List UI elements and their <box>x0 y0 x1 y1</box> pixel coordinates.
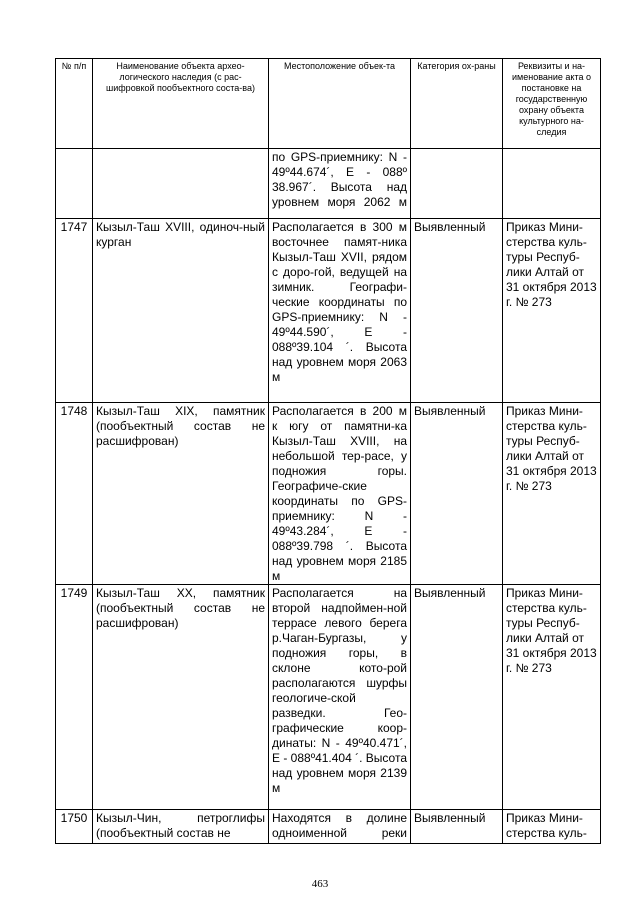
header-act: Реквизиты и на-именование акта о постановке на государственную охрану объекта культурного на-следия <box>503 59 601 149</box>
row-act: Приказ Мини-стерства куль-туры Респуб-лики Алтай от 31 октября 2013 г. № 273 <box>503 403 601 585</box>
row-act: Приказ Мини-стерства куль-туры Респуб-лики Алтай от 31 октября 2013 г. № 273 <box>503 219 601 403</box>
row-num: 1750 <box>56 810 93 844</box>
table-row <box>56 219 601 403</box>
row-num: 1749 <box>56 585 93 810</box>
table-row <box>56 149 601 219</box>
header-table <box>55 58 601 149</box>
row-act: Приказ Мини-стерства куль- <box>503 810 601 844</box>
row-location: Располагается на второй надпоймен-ной террасе левого берега р.Чаган-Бургазы, у подножия горы, в склоне кото-рой располагаются шурфы геологиче-ской разведки. Гео-графические коор-динаты: N - 49º40.471´, E - 088º41.404 ´. Высота над уровнем моря 2139 м <box>269 585 411 810</box>
header-category: Категория ох-раны <box>411 59 503 149</box>
row-location: Находятся в долине одноименной реки <box>269 810 411 844</box>
page-number: 463 <box>311 878 329 890</box>
row-location: по GPS-приемнику: N - 49º44.674´, E - 088º 38.967´. Высота над уровнем моря 2062 м <box>269 149 411 219</box>
row-name: Кызыл-Таш XIX, памятник (пообъектный состав не расшифрован) <box>93 403 269 585</box>
table-row <box>56 403 601 585</box>
row-name <box>93 149 269 219</box>
row-act: Приказ Мини-стерства куль-туры Респуб-лики Алтай от 31 октября 2013 г. № 273 <box>503 585 601 810</box>
header-location: Местоположение объек-та <box>269 59 411 149</box>
row-name: Кызыл-Таш XX, памятник (пообъектный состав не расшифрован) <box>93 585 269 810</box>
row-location: Располагается в 300 м восточнее памят-ника Кызыл-Таш XVII, рядом с доро-гой, ведущей на зимник. Географи-ческие координаты по GPS-приемнику: N - 49º44.590´, E - 088º39.104 ´. Высота над уровнем моря 2063 м <box>269 219 411 403</box>
row-category <box>411 149 503 219</box>
row-num: 1748 <box>56 403 93 585</box>
header-name: Наименование объекта архео-логического наследия (с рас-шифровкой пообъектного соста-ва) <box>93 59 269 149</box>
row-category: Выявленный <box>411 810 503 844</box>
row-category: Выявленный <box>411 585 503 810</box>
row-act <box>503 149 601 219</box>
row-name: Кызыл-Таш XVIII, одиноч-ный курган <box>93 219 269 403</box>
row-location: Располагается в 200 м к югу от памятни-ка Кызыл-Таш XVIII, на небольшой тер-расе, у подножия горы. Географиче-ские координаты по GPS-приемнику: N - 49º43.284´, E - 088º39.798 ´. Высота над уровнем моря 2185 м <box>269 403 411 585</box>
header-row <box>56 59 601 149</box>
header-num: № п/п <box>56 59 93 149</box>
row-num: 1747 <box>56 219 93 403</box>
row-num <box>56 149 93 219</box>
row-category: Выявленный <box>411 219 503 403</box>
objects-table <box>55 148 601 844</box>
row-category: Выявленный <box>411 403 503 585</box>
row-name: Кызыл-Чин, петроглифы (пообъектный состав не <box>93 810 269 844</box>
table-row <box>56 810 601 844</box>
table-row <box>56 585 601 810</box>
